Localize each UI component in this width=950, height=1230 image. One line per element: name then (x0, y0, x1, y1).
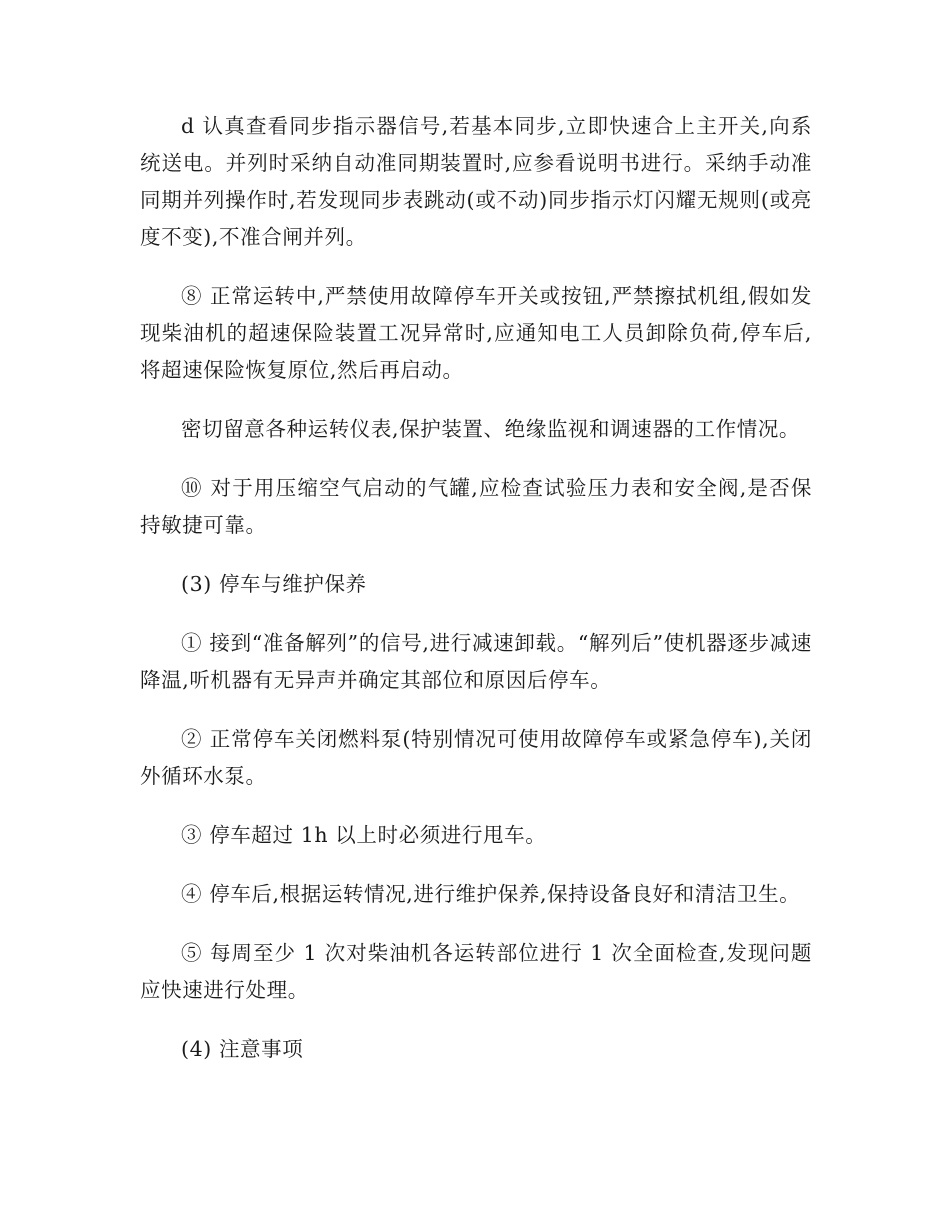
paragraph-item-5: ⑤ 每周至少 1 次对柴油机各运转部位进行 1 次全面检查,发现问题应快速进行处理。 (140, 941, 812, 1002)
paragraph-item-8: ⑧ 正常运转中,严禁使用故障停车开关或按钮,严禁擦拭机组,假如发现柴油机的超速保险装置工况异常时,应通知电工人员卸除负荷,停车后,将超速保险恢复原位,然后再启动。 (140, 284, 812, 382)
document-body (140, 108, 812, 1090)
section-heading-stop-maintenance: (3) 停车与维护保养 (181, 572, 367, 596)
paragraph-item-1: ① 接到“准备解列”的信号,进行减速卸载。“解列后”使机器逐步减速降温,听机器有无异声并确定其部位和原因后停车。 (140, 631, 812, 692)
paragraph-item-10: ⑩ 对于用压缩空气启动的气罐,应检查试验压力表和安全阀,是否保持敏捷可靠。 (140, 476, 812, 537)
paragraph-sync-indicator: d 认真查看同步指示器信号,若基本同步,立即快速合上主开关,向系统送电。并列时采纳自动准同期装置时,应参看说明书进行。采纳手动准同期并列操作时,若发现同步表跳动(或不动)同步指示灯闪耀无规则(或亮度不变),不准合闸并列。 (140, 114, 812, 249)
paragraph-instruments: 密切留意各种运转仪表,保护装置、绝缘监视和调速器的工作情况。 (181, 417, 801, 441)
paragraph-item-3: ③ 停车超过 1h 以上时必须进行甩车。 (181, 823, 547, 847)
paragraph-item-2: ② 正常停车关闭燃料泵(特别情况可使用故障停车或紧急停车),关闭外循环水泵。 (140, 727, 812, 788)
paragraph-item-4: ④ 停车后,根据运转情况,进行维护保养,保持设备良好和清洁卫生。 (181, 882, 801, 906)
section-heading-notes: (4) 注意事项 (181, 1037, 304, 1061)
